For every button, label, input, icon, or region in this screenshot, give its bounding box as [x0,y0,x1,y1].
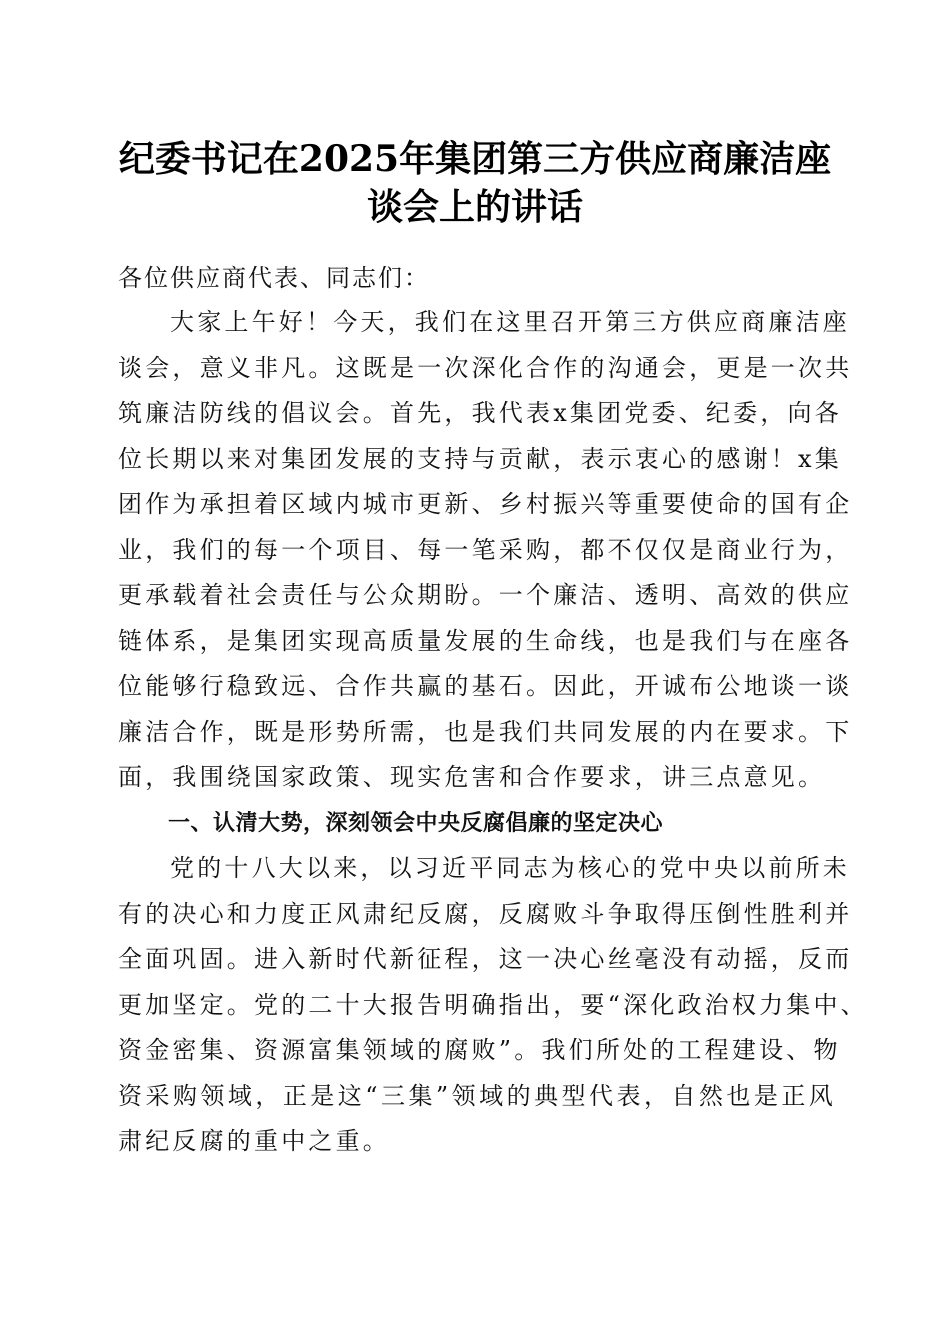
text-line: 党的十八大以来，以习近平同志为核心的党中央以前所未 [170,854,850,882]
text-line: 面，我围绕国家政策、现实危害和合作要求，讲三点意见。 [118,763,826,791]
section-heading-1: 一、认清大势，深刻领会中央反腐倡廉的坚定决心 [168,810,664,836]
text-line: 全面巩固。进入新时代新征程，这一决心丝毫没有动摇，反而 [118,945,853,973]
text-line: 肃纪反腐的重中之重。 [118,1127,390,1155]
salutation: 各位供应商代表、同志们： [118,264,430,292]
text-line: 资采购领域，正是这“三集”领域的典型代表，自然也是正风 [118,1081,836,1110]
text-line: 位长期以来对集团发展的支持与贡献，表示衷心的感谢！x集 [118,444,842,473]
text-line: 位能够行稳致远、合作共赢的基石。因此，开诚布公地谈一谈 [118,672,853,700]
text-line: 资金密集、资源富集领域的腐败”。我们所处的工程建设、物 [118,1036,841,1064]
document-body [118,256,868,1165]
text-line: 团作为承担着区域内城市更新、乡村振兴等重要使命的国有企 [118,490,853,518]
paragraph-2 [118,846,868,1165]
text-line: 大家上午好！今天，我们在这里召开第三方供应商廉洁座 [170,308,850,336]
document-title-line-1: 纪委书记在2025年集团第三方供应商廉洁座 [118,138,832,180]
text-line: 更承载着社会责任与公众期盼。一个廉洁、透明、高效的供应 [118,581,853,609]
text-line: 更加坚定。党的二十大报告明确指出，要“深化政治权力集中、 [118,990,868,1019]
text-line: 谈会，意义非凡。这既是一次深化合作的沟通会，更是一次共 [118,353,853,382]
paragraph-1 [118,300,853,801]
text-line: 链体系，是集团实现高质量发展的生命线，也是我们与在座各 [118,626,853,655]
text-line: 业，我们的每一个项目、每一笔采购，都不仅仅是商业行为， [118,535,853,564]
text-line: 有的决心和力度正风肃纪反腐，反腐败斗争取得压倒性胜利并 [118,899,853,928]
text-line: 筑廉洁防线的倡议会。首先，我代表x集团党委、纪委，向各 [118,399,842,427]
text-line: 廉洁合作，既是形势所需，也是我们共同发展的内在要求。下 [118,717,853,746]
document-title-line-2: 谈会上的讲话 [366,186,583,228]
